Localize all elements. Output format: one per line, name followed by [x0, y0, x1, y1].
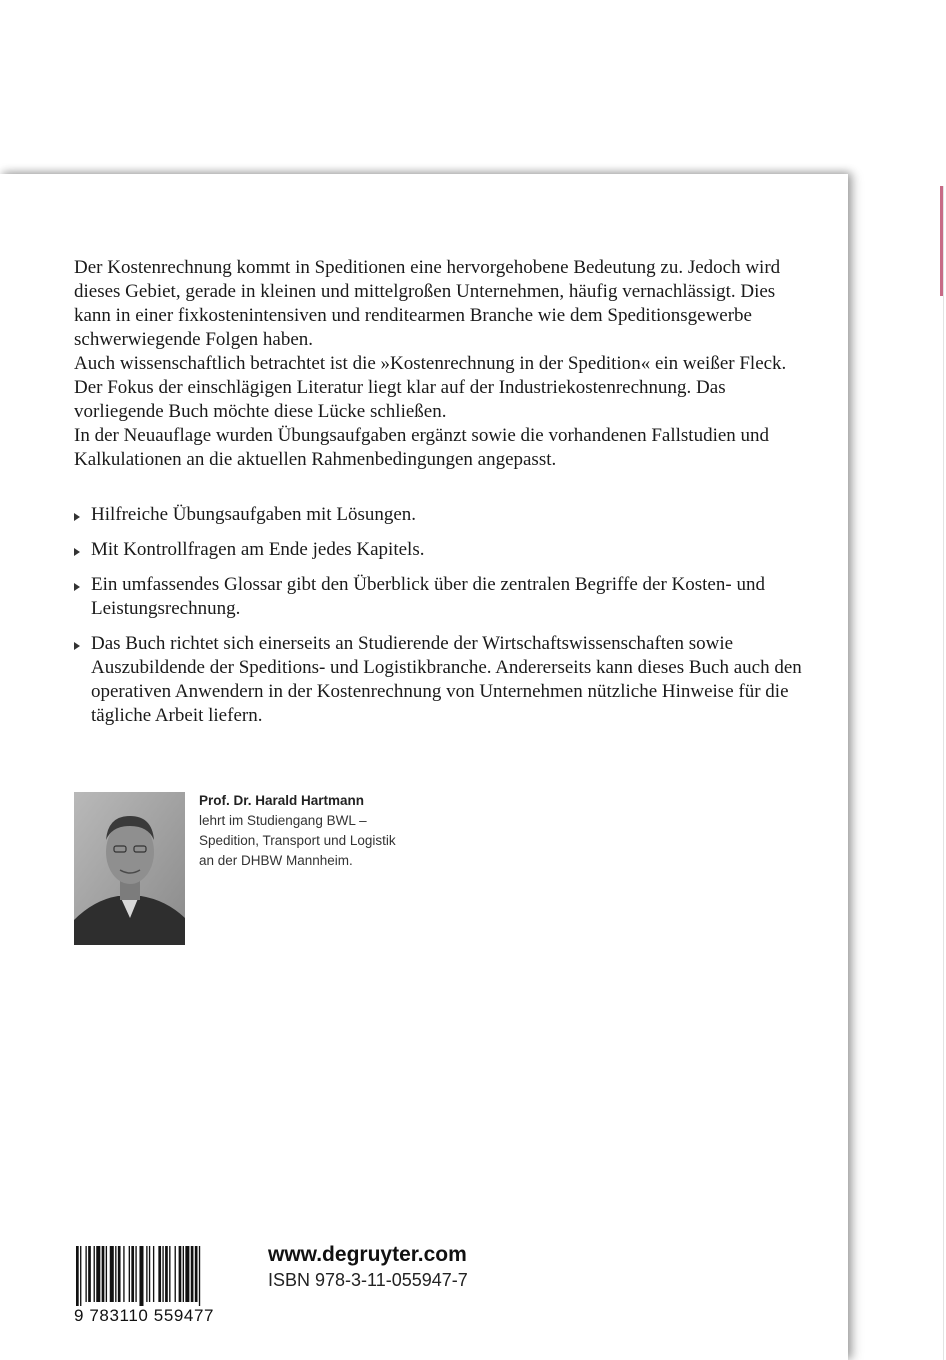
barcode-bar	[96, 1246, 100, 1302]
bullet-triangle-icon	[74, 642, 80, 650]
barcode-bar	[85, 1246, 86, 1302]
barcode-bar	[195, 1246, 198, 1302]
barcode-bar	[94, 1246, 95, 1302]
barcode-bar	[88, 1246, 91, 1302]
barcode-bar	[115, 1246, 116, 1302]
author-photo	[74, 792, 185, 945]
barcode-bar	[158, 1246, 161, 1302]
feature-text: Ein umfassendes Glossar gibt den Überblick über die zentralen Begriffe der Kosten- und Leistungsrechnung.	[91, 574, 765, 619]
publisher-website: www.degruyter.com	[268, 1243, 467, 1266]
feature-item	[74, 573, 814, 621]
barcode-bar	[165, 1246, 168, 1302]
barcode-bar	[146, 1246, 147, 1302]
barcode-bar	[135, 1246, 136, 1302]
intro-paragraph-3: In der Neuauflage wurden Übungsaufgaben ergänzt sowie die vorhandenen Fallstudien und Kalkulationen an die aktuellen Rahmenbedingungen angepasst.	[74, 425, 770, 470]
bullet-triangle-icon	[74, 513, 80, 521]
bullet-triangle-icon	[74, 583, 80, 591]
feature-text: Das Buch richtet sich einerseits an Studierende der Wirtschaftswissenschaften sowie Auszubildende der Speditions- und Logistikbranche. Andererseits kann dieses Buch auch den operativen Anwendern in der Kostenrechnung von Unternehmen nützliche Hinweise für die tägliche Arbeit liefern.	[91, 633, 802, 726]
author-bio-line: lehrt im Studiengang BWL –	[199, 813, 367, 828]
barcode-bar	[123, 1246, 124, 1302]
feature-item	[74, 632, 814, 728]
barcode-bar	[162, 1246, 163, 1302]
feature-item	[74, 538, 814, 562]
feature-text: Hilfreiche Übungsaufgaben mit Lösungen.	[91, 504, 417, 525]
author-name: Prof. Dr. Harald Hartmann	[199, 793, 365, 808]
barcode-bar	[183, 1246, 184, 1302]
feature-text: Mit Kontrollfragen am Ende jedes Kapitels.	[91, 539, 425, 560]
author-info	[199, 791, 499, 871]
barcode-bar	[175, 1246, 176, 1302]
barcode-bar	[102, 1246, 105, 1302]
feature-list	[74, 503, 814, 728]
barcode-bar	[106, 1246, 107, 1302]
barcode-bar	[185, 1246, 189, 1302]
barcode-bar	[110, 1246, 114, 1302]
intro-paragraph-2: Auch wissenschaftlich betrachtet ist die »Kostenrechnung in der Spedition« ein weißer Fleck. Der Fokus der einschlägigen Literatur liegt klar auf der Industriekostenrechnung. Das vorliegende Buch möchte diese Lücke schließen.	[74, 353, 787, 422]
bullet-triangle-icon	[74, 548, 80, 556]
feature-item	[74, 503, 814, 527]
barcode-bar	[191, 1246, 194, 1302]
barcode-bar	[169, 1246, 170, 1302]
barcode-bar	[179, 1246, 182, 1302]
description-text	[74, 256, 814, 472]
barcode-bar	[131, 1246, 134, 1302]
barcode-bar	[118, 1246, 121, 1302]
page-edge	[943, 186, 944, 1360]
author-bio-line: Spedition, Transport und Logistik	[199, 833, 396, 848]
barcode-bar	[153, 1246, 154, 1302]
barcode-number: 9 783110 559477	[74, 1306, 244, 1326]
barcode-bar	[149, 1246, 150, 1302]
author-bio-line: an der DHBW Mannheim.	[199, 853, 353, 868]
intro-paragraph-1: Der Kostenrechnung kommt in Speditionen eine hervorgehobene Bedeutung zu. Jedoch wird dieses Gebiet, gerade in kleinen und mittelgroßen Unternehmen, häufig vernachlässigt. Dies kann in einer fixkostenintensiven und renditearmen Branche wie dem Speditionsgewerbe schwerwiegende Folgen haben.	[74, 257, 781, 350]
barcode-bar	[199, 1246, 200, 1308]
barcode-bar	[129, 1246, 130, 1302]
isbn-text: ISBN 978-3-11-055947-7	[268, 1270, 468, 1290]
barcode-bar	[139, 1246, 143, 1308]
barcode-bar	[76, 1246, 79, 1308]
barcode-bar	[80, 1246, 81, 1308]
